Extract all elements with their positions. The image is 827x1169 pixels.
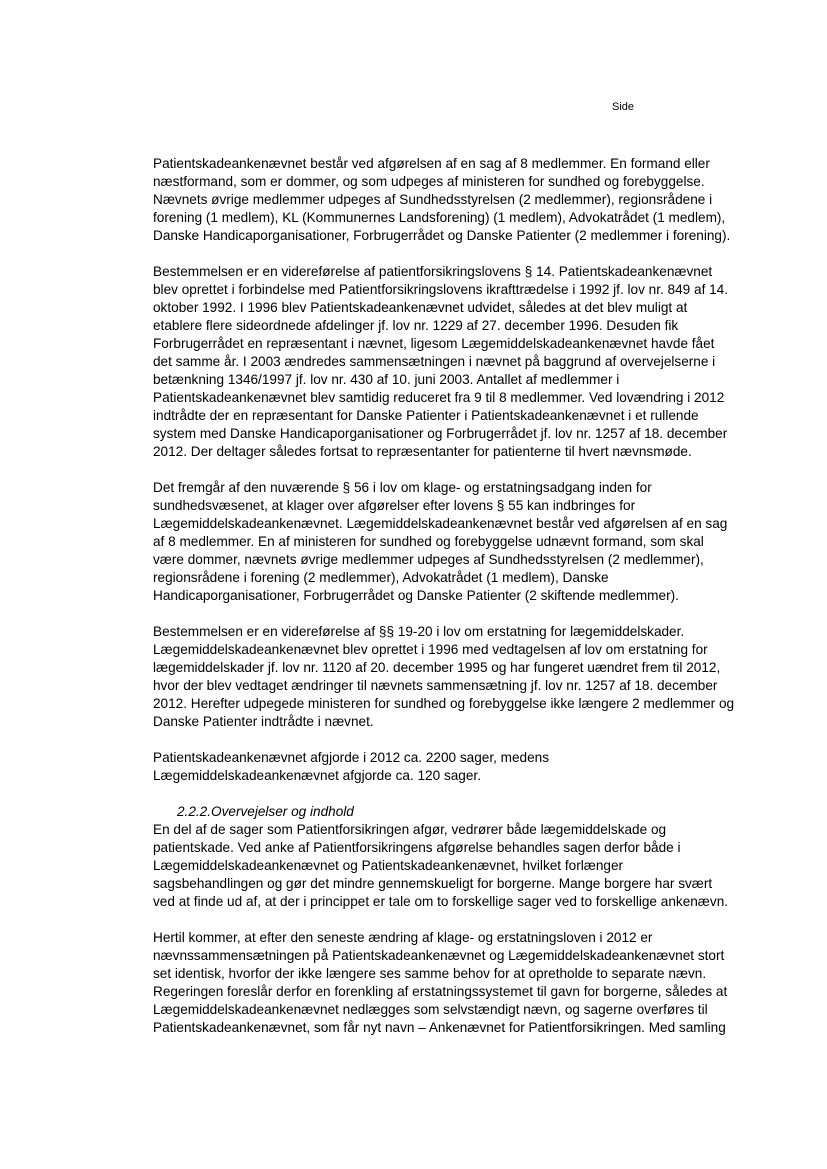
text-line: sagsbehandlingen og gør det mindre gennemskueligt for borgerne. Mange borgere har svært bbox=[153, 876, 713, 891]
text-line: Bestemmelsen er en videreførelse af patientforsikringslovens § 14. Patientskadeankenævnet bbox=[153, 264, 713, 279]
text-line: Danske Handicaporganisationer, Forbrugerrådet og Danske Patienter (2 medlemmer i forening). bbox=[153, 228, 731, 243]
document-body bbox=[153, 155, 753, 1037]
text-line: Handicaporganisationer, Forbrugerrådet og Danske Patienter (2 skiftende medlemmer). bbox=[153, 588, 679, 603]
text-line: Hertil kommer, at efter den seneste ændring af klage- og erstatningsloven i 2012 er bbox=[153, 930, 653, 945]
section-number: 2.2.2. bbox=[177, 804, 212, 819]
text-line: blev oprettet i forbindelse med Patientforsikringslovens ikrafttrædelse i 1992 jf. lov nr. 849 af 14. bbox=[153, 282, 729, 297]
section-heading bbox=[177, 803, 753, 821]
text-line: Forbrugerrådet en repræsentant i nævnet, ligesom Lægemiddelskadeankenævnet havde fået bbox=[153, 336, 715, 351]
paragraph bbox=[153, 749, 753, 785]
text-line: Patientskadeankenævnet består ved afgørelsen af en sag af 8 medlemmer. En formand eller bbox=[153, 156, 710, 171]
text-line: system med Danske Handicaporganisationer og Forbrugerrådet jf. lov nr. 1257 af 18. december bbox=[153, 426, 728, 441]
text-line: Det fremgår af den nuværende § 56 i lov om klage- og erstatningsadgang inden for bbox=[153, 480, 652, 495]
text-line: ved at finde ud af, at der i princippet er tale om to forskellige sager ved to forskellige ankenævn. bbox=[153, 894, 729, 909]
text-line: patientskade. Ved anke af Patientforsikringens afgørelse behandles sagen derfor både i bbox=[153, 840, 681, 855]
text-line: betænkning 1346/1997 jf. lov nr. 430 af 10. juni 2003. Antallet af medlemmer i bbox=[153, 372, 620, 387]
text-line: Lægemiddelskadeankenævnet og Patientskadeankenævnet, hvilket forlænger bbox=[153, 858, 624, 873]
text-line: Danske Patienter indtrådte i nævnet. bbox=[153, 714, 374, 729]
text-line: indtrådte der en repræsentant for Danske Patienter i Patientskadeankenævnet i et rullende bbox=[153, 408, 699, 423]
text-line: Lægemiddelskadeankenævnet afgjorde ca. 120 sager. bbox=[153, 768, 481, 783]
page-header-side-label: Side bbox=[612, 101, 635, 113]
text-line: Lægemiddelskadeankenævnet blev oprettet i 1996 med vedtagelsen af lov om erstatning for bbox=[153, 642, 708, 657]
text-line: Patientskadeankenævnet blev samtidig reduceret fra 9 til 8 medlemmer. Ved lovændring i 2012 bbox=[153, 390, 725, 405]
paragraph bbox=[153, 929, 753, 1037]
text-line: 2012. Herefter udpegede ministeren for sundhed og forebyggelse ikke længere 2 medlemmer og bbox=[153, 696, 735, 711]
text-line: Patientskadeankenævnet, som får nyt navn – Ankenævnet for Patientforsikringen. Med samling bbox=[153, 1020, 726, 1035]
text-line: Regeringen foreslår derfor en forenkling af erstatningssystemet til gavn for borgerne, således at bbox=[153, 984, 728, 999]
paragraph bbox=[153, 155, 753, 245]
paragraph bbox=[153, 623, 753, 731]
text-line: nævnssammensætningen på Patientskadeankenævnet og Lægemiddelskadeankenævnet stort bbox=[153, 948, 725, 963]
text-line: set identisk, hvorfor der ikke længere ses samme behov for at opretholde to separate nævn. bbox=[153, 966, 707, 981]
paragraph bbox=[153, 479, 753, 605]
text-line: Lægemiddelskadeankenævnet nedlægges som selvstændigt nævn, og sagerne overføres til bbox=[153, 1002, 708, 1017]
text-line: det samme år. I 2003 ændredes sammensætningen i nævnet på baggrund af overvejelserne i bbox=[153, 354, 716, 369]
text-line: 2012. Der deltager således fortsat to repræsentanter for patienterne til hvert nævnsmøde. bbox=[153, 444, 692, 459]
text-line: Lægemiddelskadeankenævnet. Lægemiddelskadeankenævnet består ved afgørelsen af en sag bbox=[153, 516, 728, 531]
text-line: Bestemmelsen er en videreførelse af §§ 19-20 i lov om erstatning for lægemiddelskader. bbox=[153, 624, 685, 639]
text-line: forening (1 medlem), KL (Kommunernes Landsforening) (1 medlem), Advokatrådet (1 medlem), bbox=[153, 210, 726, 225]
section-title: Overvejelser og indhold bbox=[211, 804, 354, 819]
text-line: En del af de sager som Patientforsikringen afgør, vedrører både lægemiddelskade og bbox=[153, 822, 667, 837]
text-line: være dommer, nævnets øvrige medlemmer udpeges af Sundhedsstyrelsen (2 medlemmer), bbox=[153, 552, 704, 567]
text-line: Nævnets øvrige medlemmer udpeges af Sundhedsstyrelsen (2 medlemmer), regionsrådene i bbox=[153, 192, 713, 207]
text-line: lægemiddelskader jf. lov nr. 1120 af 20. december 1995 og har fungeret uændret frem til 2012, bbox=[153, 660, 721, 675]
text-line: af 8 medlemmer. En af ministeren for sundhed og forebyggelse udnævnt formand, som skal bbox=[153, 534, 704, 549]
text-line: Patientskadeankenævnet afgjorde i 2012 ca. 2200 sager, medens bbox=[153, 750, 550, 765]
text-line: etablere flere sideordnede afdelinger jf. lov nr. 1229 af 27. december 1996. Desuden fik bbox=[153, 318, 679, 333]
text-line: sundhedsvæsenet, at klager over afgørelser efter lovens § 55 kan indbringes for bbox=[153, 498, 636, 513]
paragraph bbox=[153, 821, 753, 911]
text-line: regionsrådene i forening (2 medlemmer), Advokatrådet (1 medlem), Danske bbox=[153, 570, 609, 585]
text-line: hvor der blev vedtaget ændringer til nævnets sammensætning jf. lov nr. 1257 af 18. december bbox=[153, 678, 718, 693]
paragraph bbox=[153, 263, 753, 461]
text-line: oktober 1992. I 1996 blev Patientskadeankenævnet udvidet, således at det blev muligt at bbox=[153, 300, 688, 315]
text-line: næstformand, som er dommer, og som udpeges af ministeren for sundhed og forebyggelse. bbox=[153, 174, 705, 189]
